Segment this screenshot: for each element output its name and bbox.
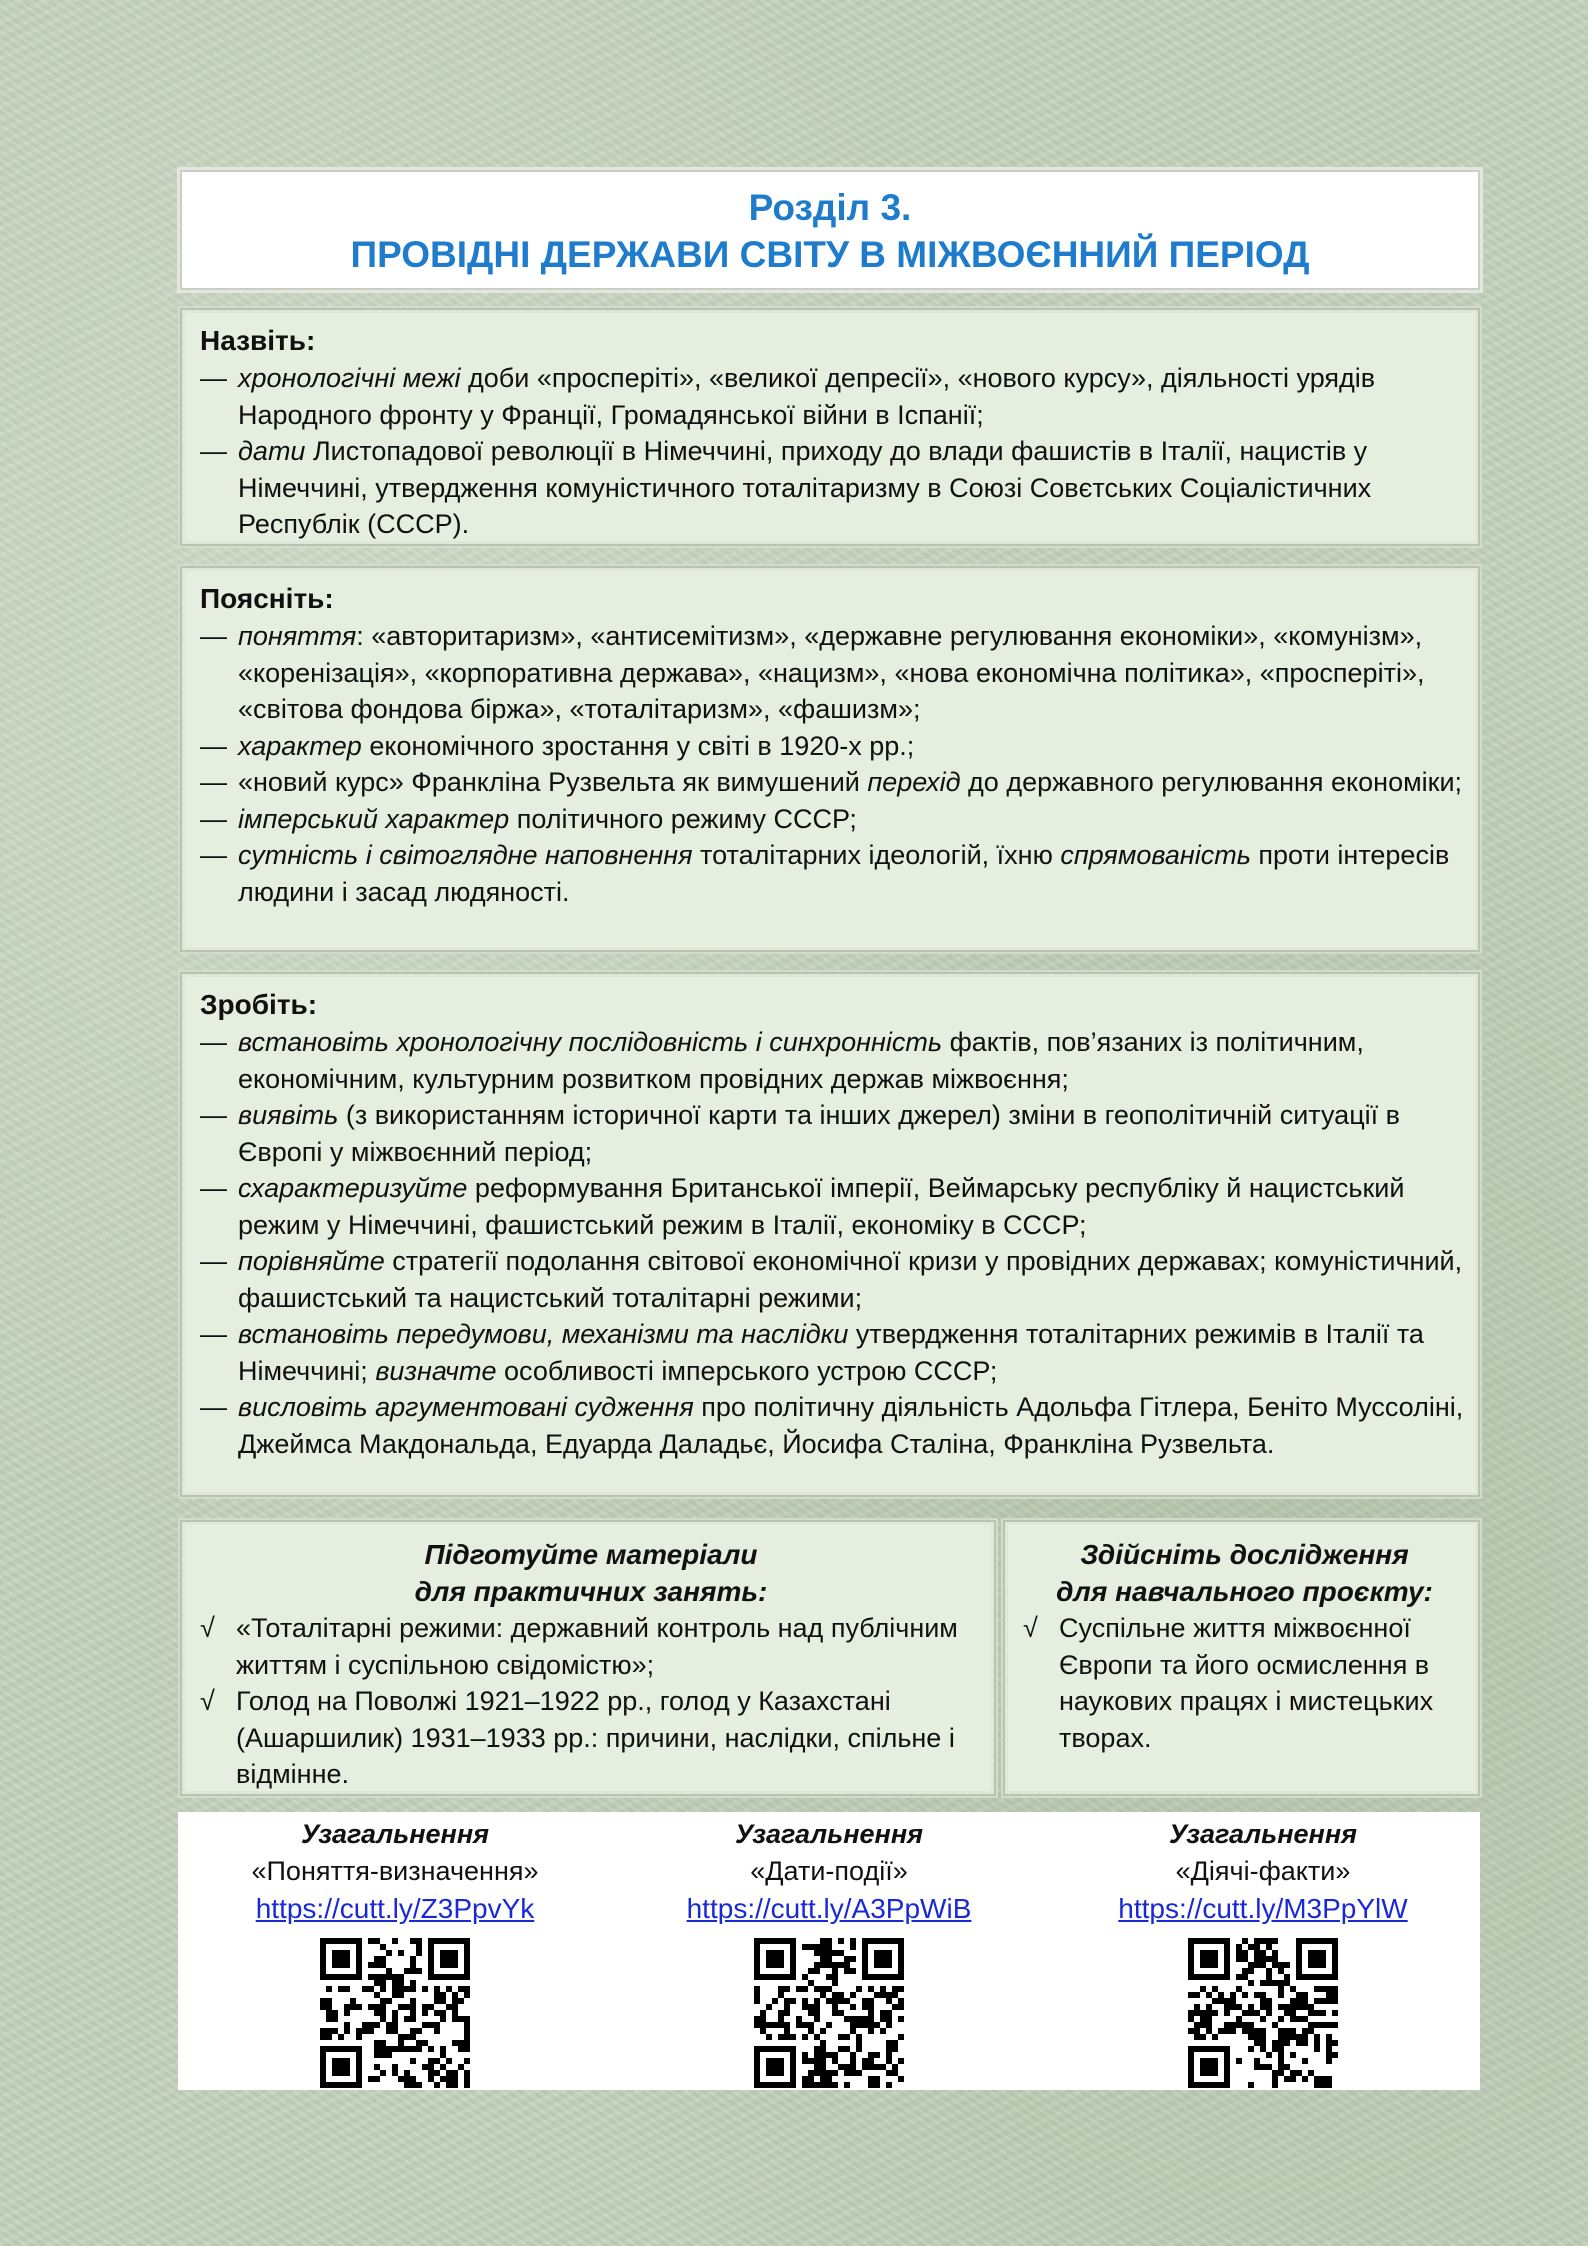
list-item	[200, 1683, 982, 1793]
practice-box	[180, 1520, 996, 1796]
item-emphasis: дати	[238, 436, 306, 466]
item-text: (з використанням історичної карти та інших джерел) зміни в геополітичній ситуації в Європі у міжвоєнний період;	[238, 1100, 1401, 1167]
qr-code-icon[interactable]	[1188, 1938, 1338, 2088]
do-heading: Зробіть:	[200, 989, 318, 1020]
name-heading: Назвіть:	[200, 325, 316, 356]
check-icon: √	[200, 1613, 215, 1643]
item-text: стратегії подолання світової економічної кризи у провідних державах; комуністичний, фашистський та нацистський тоталітарні режими;	[238, 1246, 1463, 1313]
item-emphasis: висловіть аргументовані судження	[238, 1392, 694, 1422]
summary-column	[1046, 1812, 1480, 2088]
summary-heading: Узагальнення	[1168, 1819, 1358, 1849]
summary-column	[612, 1812, 1046, 2088]
item-emphasis: перехід	[867, 767, 961, 797]
check-icon: √	[200, 1686, 215, 1716]
section-title-panel	[180, 170, 1480, 290]
list-item	[200, 801, 1466, 838]
item-text: Суспільне життя міжвоєнної Європи та його осмислення в наукових працях і мистецьких творах.	[1059, 1613, 1434, 1753]
explain-heading: Поясніть:	[200, 583, 334, 614]
list-item	[200, 1316, 1466, 1389]
item-text: фактів, пов’язаних із політичним, економічним, культурним розвитком провідних держав міжвоєння;	[238, 1027, 1364, 1094]
item-emphasis: спрямованість	[1060, 840, 1251, 870]
item-text: Листопадової революції в Німеччині, приходу до влади фашистів в Італії, нацистів у Німеччині, утвердження комуністичного тоталітаризму в Союзі Совєтських Соціалістичних Республік (СССР).	[238, 436, 1372, 539]
research-box	[1003, 1520, 1480, 1796]
dash-marker: —	[200, 1100, 227, 1130]
qr-code-icon[interactable]	[320, 1938, 470, 2088]
dash-marker: —	[200, 1173, 227, 1203]
research-heading-line1: Здійсніть дослідження	[1080, 1539, 1409, 1570]
dash-marker: —	[200, 730, 227, 761]
summary-links-panel	[178, 1812, 1480, 2090]
item-text: реформування Британської імперії, Веймарську республіку й нацистський режим у Німеччині, фашистський режим в Італії, економіку в СССР;	[238, 1173, 1405, 1240]
section-number: Розділ 3.	[748, 187, 912, 228]
explain-task-box	[180, 566, 1480, 952]
dash-marker: —	[200, 767, 227, 797]
item-emphasis: імперський характер	[238, 803, 510, 834]
dash-marker: —	[200, 1392, 227, 1422]
list-item	[200, 1610, 982, 1683]
item-text: : «авторитаризм», «антисемітизм», «державне регулювання економіки», «комунізм», «коренізація», «корпоративна держава», «нацизм», «нова економічна політика», «просперіті», «світова фондова біржа», «тоталітаризм», «фашизм»;	[238, 621, 1425, 724]
item-emphasis: поняття	[238, 621, 357, 651]
dash-marker: —	[200, 840, 227, 870]
dash-marker: —	[200, 1027, 227, 1057]
item-text: тоталітарних ідеологій, їхню	[692, 840, 1061, 870]
summary-subtitle: «Діячі-факти»	[1175, 1856, 1351, 1886]
list-item	[200, 1024, 1466, 1097]
dash-marker: —	[200, 1319, 227, 1349]
item-emphasis: характер	[238, 730, 362, 761]
dash-marker: —	[200, 803, 227, 834]
item-emphasis: встановіть хронологічну послідовність і синхронність	[238, 1027, 943, 1057]
list-item	[200, 360, 1466, 433]
list-item	[200, 1170, 1466, 1243]
list-item	[200, 837, 1466, 910]
item-text: утвердження тоталітарних режимів в Італії та Німеччині;	[238, 1319, 1424, 1386]
list-item	[200, 1097, 1466, 1170]
research-heading-line2: для навчального проєкту:	[1056, 1576, 1433, 1607]
check-icon: √	[1023, 1613, 1038, 1643]
item-text: проти інтересів людини і засад людяності.	[238, 840, 1450, 907]
list-item	[200, 764, 1466, 801]
dash-marker: —	[200, 621, 227, 651]
name-task-box	[180, 308, 1480, 546]
item-emphasis: схарактеризуйте	[238, 1173, 468, 1203]
research-heading	[1023, 1536, 1466, 1610]
item-text: «Тоталітарні режими: державний контроль над публічним життям і суспільною свідомістю»;	[236, 1613, 958, 1680]
summary-link[interactable]: https://cutt.ly/Z3PpvYk	[255, 1893, 535, 1924]
item-text: про політичну діяльність Адольфа Гітлера, Беніто Муссоліні, Джеймса Макдональда, Едуарда Даладьє, Йосифа Сталіна, Франкліна Рузвельта.	[238, 1392, 1464, 1459]
practice-heading	[200, 1536, 982, 1610]
item-emphasis: виявіть	[238, 1100, 339, 1130]
section-title: ПРОВІДНІ ДЕРЖАВИ СВІТУ В МІЖВОЄННИЙ ПЕРІОД	[350, 234, 1310, 275]
item-text: Голод на Поволжі 1921–1922 рр., голод у Казахстані (Ашаршилик) 1931–1933 рр.: причини, наслідки, спільне і відмінне.	[236, 1686, 955, 1789]
item-text: «новий курс» Франкліна Рузвельта як вимушений	[238, 767, 868, 797]
item-text: особливості імперського устрою СССР;	[496, 1355, 998, 1386]
summary-link[interactable]: https://cutt.ly/A3PpWiB	[686, 1893, 972, 1924]
summary-subtitle: «Поняття-визначення»	[251, 1856, 539, 1886]
practice-heading-line2: для практичних занять:	[414, 1576, 768, 1607]
item-text: до державного регулювання економіки;	[960, 767, 1463, 797]
practice-heading-line1: Підготуйте матеріали	[424, 1539, 758, 1570]
item-emphasis: хронологічні межі	[238, 363, 461, 393]
item-emphasis: встановіть передумови, механізми та наслідки	[238, 1319, 849, 1349]
dash-marker: —	[200, 363, 227, 393]
summary-subtitle: «Дати-події»	[750, 1856, 908, 1886]
list-item	[200, 1243, 1466, 1316]
item-emphasis: визначте	[375, 1355, 497, 1386]
summary-link[interactable]: https://cutt.ly/M3PpYlW	[1118, 1893, 1408, 1924]
summary-heading: Узагальнення	[734, 1819, 924, 1849]
item-emphasis: сутність і світоглядне наповнення	[238, 840, 693, 870]
summary-column	[178, 1812, 612, 2088]
list-item	[200, 1389, 1466, 1462]
item-text: політичного режиму СССР;	[509, 803, 857, 834]
do-task-box	[180, 972, 1480, 1497]
item-emphasis: порівняйте	[238, 1246, 385, 1276]
list-item	[200, 618, 1466, 728]
dash-marker: —	[200, 1246, 227, 1276]
dash-marker: —	[200, 436, 227, 466]
list-item	[200, 433, 1466, 543]
item-text: доби «просперіті», «великої депресії», «нового курсу», діяльності урядів Народного фронту у Франції, Громадянської війни в Іспанії;	[238, 363, 1376, 430]
list-item	[1023, 1610, 1466, 1756]
item-text: економічного зростання у світі в 1920-х рр.;	[361, 730, 915, 761]
summary-heading: Узагальнення	[300, 1819, 490, 1849]
qr-code-icon[interactable]	[754, 1938, 904, 2088]
list-item	[200, 728, 1466, 765]
